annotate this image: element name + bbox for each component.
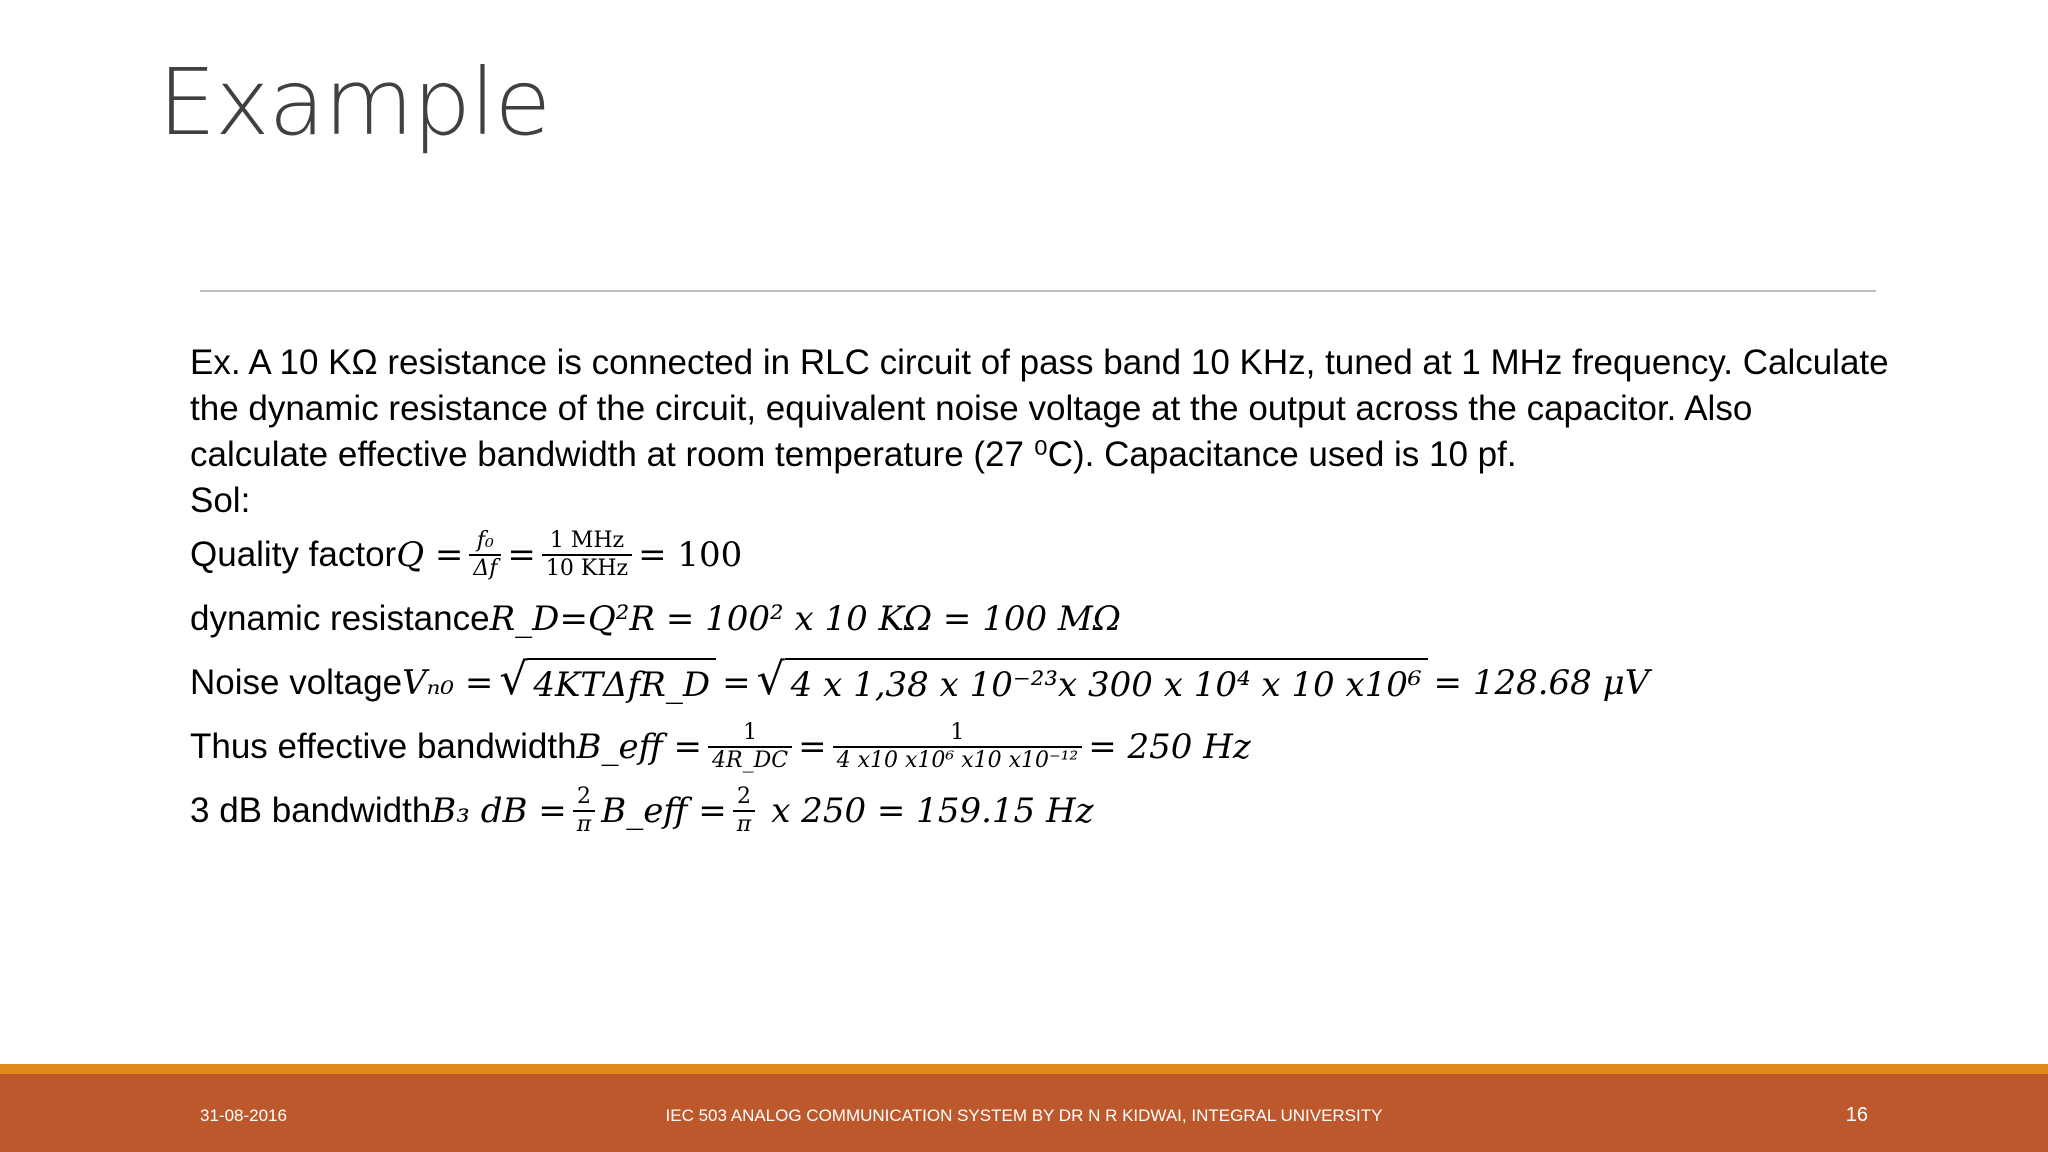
b3-fraction-1	[573, 784, 595, 838]
three-db-bandwidth-equation	[190, 780, 1890, 842]
q-fraction-2-numerator: 1 MHz	[549, 528, 625, 553]
slide-footer	[0, 1074, 2048, 1152]
title-divider	[200, 290, 1876, 292]
square-root-2: √ 4 x 1,38 x 10⁻²³x 300 x 10⁴ x 10 x10⁶	[757, 658, 1428, 708]
dynamic-resistance-equation	[190, 588, 1890, 650]
q-symbol: Q	[396, 535, 425, 575]
noise-voltage-label: Noise voltage	[190, 663, 403, 702]
noise-voltage-result: = 128.68 μV	[1433, 663, 1650, 703]
effective-bandwidth-label: Thus effective bandwidth	[190, 727, 577, 766]
q-fraction-1-denominator: Δf	[469, 554, 501, 582]
square-root-1-radicand: 4KTΔfR_D	[527, 658, 716, 708]
three-db-bandwidth-result: x 250 = 159.15 Hz	[771, 791, 1094, 831]
beff-fraction-1-denominator: 4R_DC	[708, 746, 792, 774]
three-db-bandwidth-lhs: B₃ dB =	[431, 791, 567, 831]
three-db-bandwidth-label: 3 dB bandwidth	[190, 791, 432, 830]
quality-factor-equation: Quality factor Q = $\frac{\text{f₀}}{\Delta f}$ = $\frac{\text{1 MHz}}{\text{10 KHz}}$ = 100	[190, 528, 743, 581]
q-fraction-1-numerator: f₀	[476, 528, 494, 553]
b3-fraction-1-numerator: 2	[577, 784, 591, 809]
q-result: = 100	[638, 535, 743, 575]
b3-fraction-1-denominator: π	[573, 810, 595, 838]
problem-statement	[190, 340, 1890, 524]
q-fraction-2-denominator: 10 KHz	[542, 554, 632, 582]
b3-fraction-2-denominator: π	[733, 810, 755, 838]
b3-fraction-2-numerator: 2	[736, 784, 751, 809]
effective-bandwidth-result: = 250 Hz	[1088, 727, 1251, 767]
dynamic-resistance-label: dynamic resistance	[190, 599, 490, 638]
beff-fraction-2	[833, 720, 1083, 774]
beff-fraction-1	[708, 720, 792, 774]
footer-page-number: 16	[1845, 1104, 1868, 1126]
beff-fraction-2-denominator: 4 x10 x10⁶ x10 x10⁻¹²	[833, 746, 1083, 774]
solution-label: Sol:	[190, 481, 251, 520]
problem-line-1: Ex. A 10 KΩ resistance is connected in RLC circuit of pass band 10 KHz, tuned at 1 MHz frequency. Calculate	[190, 343, 1889, 382]
effective-bandwidth-equation: Thus effective bandwidth B_eff = $\frac{1}{4R\_DC}$ = $\frac{1}{\text{4 x10 x10⁶ x10 x10⁻¹²}}$ = 250 Hz	[190, 720, 1251, 773]
q-fraction-2	[542, 528, 632, 582]
beff-fraction-2-numerator: 1	[950, 720, 965, 745]
problem-line-2: the dynamic resistance of the circuit, equivalent noise voltage at the output across the capacitor. Also	[190, 389, 1753, 428]
footer-accent-stripe	[0, 1064, 2048, 1074]
slide-title: Example	[158, 49, 551, 156]
noise-voltage-lhs: Vₙ₀ =	[402, 663, 494, 703]
three-db-bandwidth-middle: B_eff =	[601, 791, 727, 831]
footer-course-title: IEC 503 ANALOG COMMUNICATION SYSTEM BY DR N R KIDWAI, INTEGRAL UNIVERSITY	[665, 1106, 1383, 1125]
square-root-2-radicand: 4 x 1,38 x 10⁻²³x 300 x 10⁴ x 10 x10⁶	[785, 658, 1428, 708]
q-fraction-1	[469, 528, 501, 582]
noise-voltage-equation: Noise voltage Vₙ₀ = √ 4KTΔfR_D = √ 4 x 1,38 x 10⁻²³x 300 x 10⁴ x 10 x10⁶ = 128.68 μV	[190, 652, 1890, 714]
b3-fraction-2	[733, 784, 755, 838]
problem-line-3: calculate effective bandwidth at room temperature (27 ⁰C). Capacitance used is 10 pf.	[190, 435, 1517, 474]
effective-bandwidth-lhs: B_eff =	[576, 727, 703, 767]
footer-date: 31-08-2016	[200, 1106, 287, 1125]
slide-body	[190, 340, 1890, 842]
quality-factor-label: Quality factor	[190, 535, 397, 574]
square-root-1: √ 4KTΔfR_D	[499, 658, 716, 708]
beff-fraction-1-numerator: 1	[743, 720, 758, 745]
dynamic-resistance-expression: R_D=Q²R = 100² x 10 KΩ = 100 MΩ	[489, 599, 1121, 639]
